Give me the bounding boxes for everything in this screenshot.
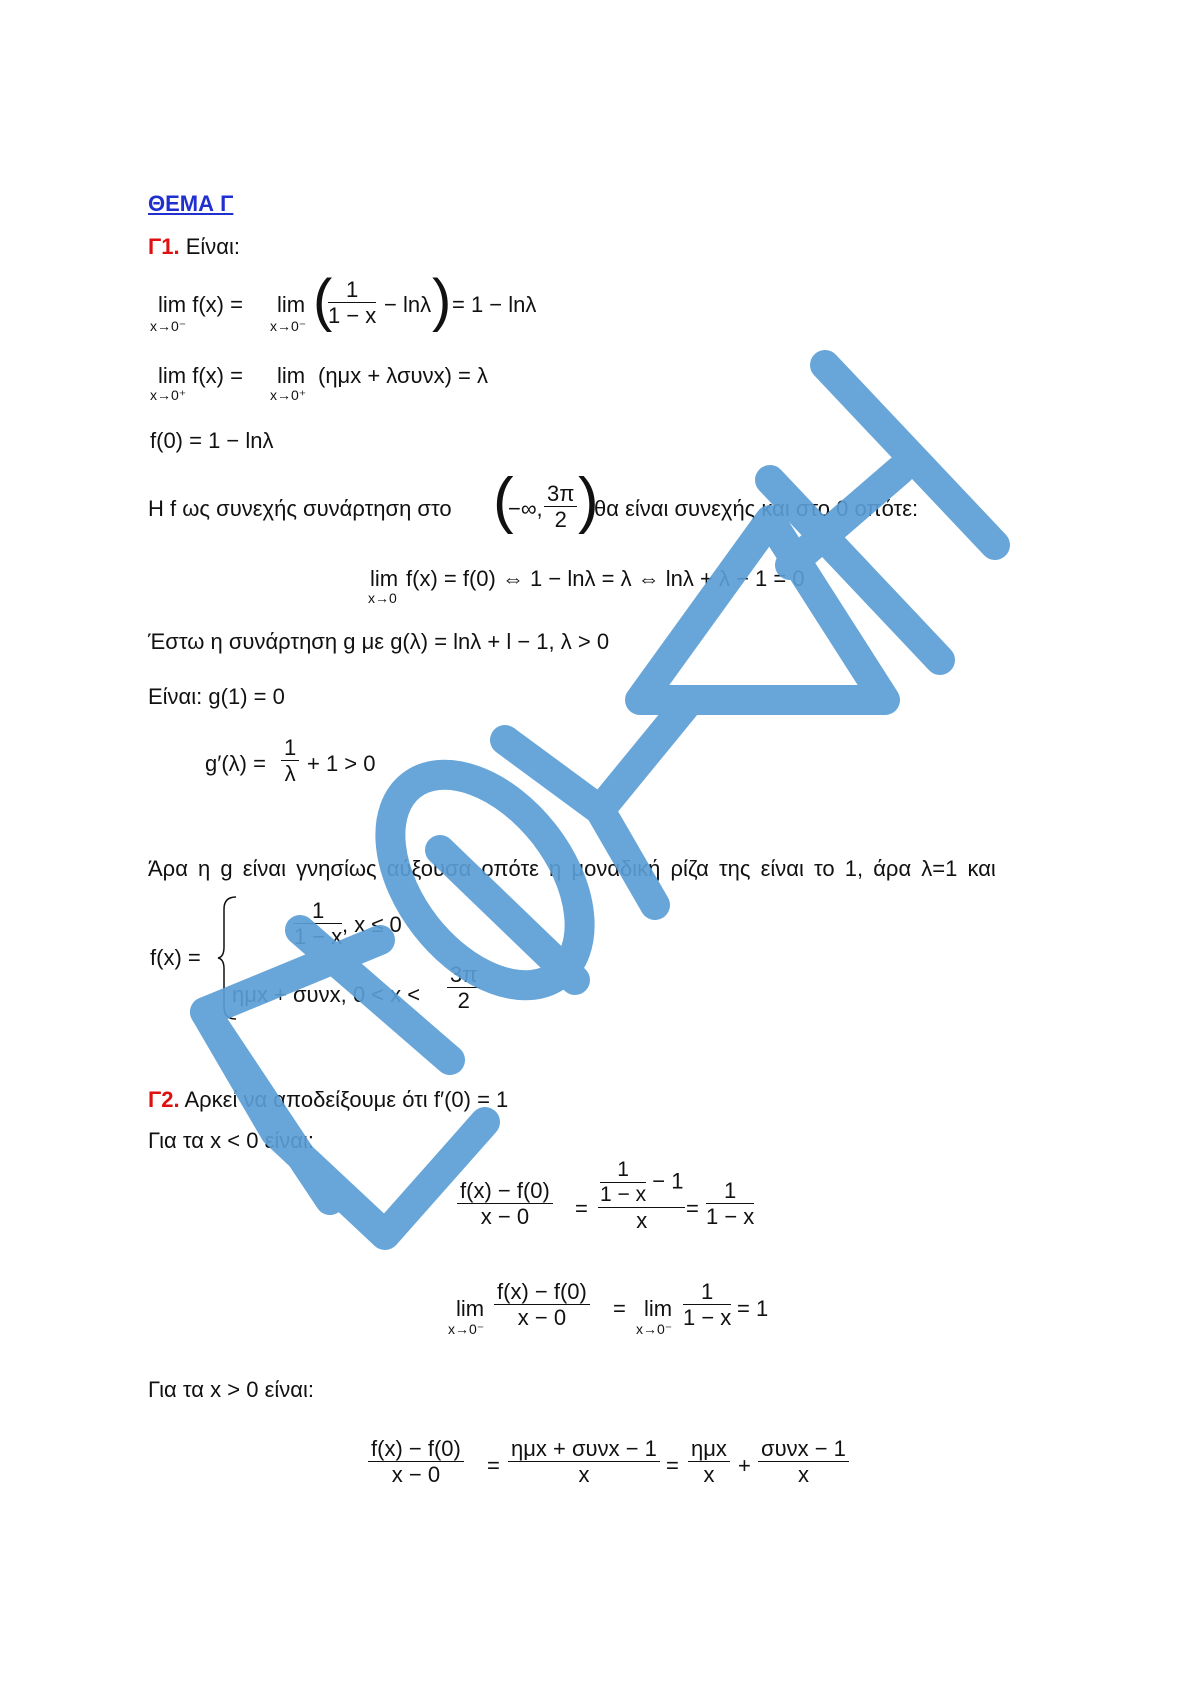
g-def-eq: g(λ) = lnλ + l − 1, λ > 0 xyxy=(390,629,610,654)
continuity-text-a: Η f ως συνεχής συνάρτηση στο xyxy=(148,496,452,521)
minus-one: − 1 xyxy=(652,1168,684,1194)
lim-subscript: x→0⁻ xyxy=(150,318,187,334)
frac-num: f(x) − f(0) xyxy=(457,1178,553,1204)
interval-left-paren: ( xyxy=(493,466,514,535)
lim-result: = 1 xyxy=(737,1296,769,1321)
lim-subscript: x→0⁺ xyxy=(150,387,187,403)
frac-num: 1 xyxy=(683,1279,731,1305)
lim-subscript-2: x→0⁻ xyxy=(636,1321,673,1337)
frac-den: 1 − x xyxy=(706,1204,755,1230)
pos-cond: x > 0 xyxy=(210,1377,259,1402)
frac-den: 2 xyxy=(457,988,470,1014)
lim2-word: lim xyxy=(277,363,306,388)
limit-right-line xyxy=(158,363,243,389)
equals-sign: = xyxy=(575,1196,588,1221)
lim2-subscript: x→0⁺ xyxy=(270,387,307,403)
lim2-subscript: x→0⁻ xyxy=(270,318,307,334)
neg-text2: είναι: xyxy=(264,1128,314,1153)
piece1-frac xyxy=(294,898,342,950)
lim-result-frac xyxy=(683,1279,731,1331)
frac-num: ημx + συνx − 1 xyxy=(508,1436,660,1462)
limit-left-line xyxy=(158,292,243,318)
g1-label: Γ1. xyxy=(148,234,180,259)
frac-num: 3π xyxy=(544,481,577,507)
g-def-text: Έστω η συνάρτηση g με xyxy=(148,629,385,654)
continuity-text-b: θα είναι συνεχής και στο 0 οπότε: xyxy=(594,496,919,521)
lim-word-2: lim xyxy=(644,1296,673,1321)
interval-right-paren: ) xyxy=(578,466,599,535)
frac-num: 1 xyxy=(294,898,342,924)
frac-num: 1 xyxy=(328,277,376,303)
plus-sign: + xyxy=(738,1453,751,1478)
result-frac xyxy=(706,1178,754,1230)
right-paren: ) xyxy=(432,268,452,333)
cont-lim-subscript: x→0 xyxy=(368,590,397,606)
g2-intro xyxy=(148,1087,508,1113)
piecewise-lhs: f(x) = xyxy=(150,945,201,970)
frac-num: 1 xyxy=(706,1178,754,1204)
pos-expanded-frac xyxy=(508,1436,660,1488)
frac-num: 1 xyxy=(600,1158,646,1183)
f-at-zero: f(0) = 1 − lnλ xyxy=(150,428,274,453)
g-definition xyxy=(148,629,609,655)
g2-intro-text: Αρκεί να αποδείξουμε ότι xyxy=(184,1087,428,1112)
gprime-frac xyxy=(281,735,299,787)
frac-den: 1 − x xyxy=(328,303,377,329)
g2-intro-eq: f′(0) = 1 xyxy=(433,1087,509,1112)
frac-num: f(x) − f(0) xyxy=(368,1436,464,1462)
frac-den: x xyxy=(703,1462,715,1488)
frac-num: ημx xyxy=(688,1436,730,1462)
cont-lim-word: lim xyxy=(370,566,399,591)
neg-text: Για τα xyxy=(148,1128,204,1153)
interval-pre: −∞, xyxy=(508,496,543,521)
piece2-expr: ημx + συνx, 0 < x < xyxy=(232,982,421,1007)
frac-num: f(x) − f(0) xyxy=(494,1279,590,1305)
frac-1-over-1minusx xyxy=(328,277,376,329)
frac-den: x − 0 xyxy=(517,1305,567,1331)
equals-sign: = xyxy=(686,1196,699,1221)
sin-over-x-frac xyxy=(688,1436,730,1488)
lim2-word: lim xyxy=(277,292,306,317)
cos-term-frac xyxy=(758,1436,849,1488)
piece1-cond: , x ≤ 0 xyxy=(342,912,402,937)
g2-label: Γ2. xyxy=(148,1087,180,1112)
g1-intro-text: Είναι: xyxy=(185,234,240,259)
gprime-lhs: g′(λ) = xyxy=(205,751,266,776)
frac-den: x − 0 xyxy=(480,1204,530,1230)
fx-text: f(x) = xyxy=(192,363,243,388)
frac-den: 2 xyxy=(554,507,567,533)
frac-den: 1 − x xyxy=(683,1305,732,1331)
frac-den: x xyxy=(636,1208,648,1234)
equals-sign: = xyxy=(613,1296,626,1321)
g1-value-eq: g(1) = 0 xyxy=(208,684,285,709)
lim-word: lim xyxy=(158,292,187,317)
neg-cond: x < 0 xyxy=(210,1128,259,1153)
pos-quotient-frac xyxy=(368,1436,464,1488)
lim-quotient-frac xyxy=(494,1279,590,1331)
negative-case xyxy=(148,1128,314,1154)
pos-text2: είναι: xyxy=(264,1377,314,1402)
gprime-rhs: + 1 > 0 xyxy=(307,751,376,776)
frac-den: x − 0 xyxy=(391,1462,441,1488)
frac-den: x xyxy=(578,1462,590,1488)
limit-left-result: = 1 − lnλ xyxy=(452,292,537,317)
lim-subscript: x→0⁻ xyxy=(448,1321,485,1337)
equals-sign: = xyxy=(487,1453,500,1478)
compound-frac-num xyxy=(598,1158,685,1208)
frac-den: 1 − x xyxy=(600,1183,647,1207)
frac-den: 1 − x xyxy=(294,924,343,950)
g1-value-text: Είναι: xyxy=(148,684,203,709)
compound-frac xyxy=(598,1158,685,1234)
frac-num: 3π xyxy=(447,962,480,988)
lim-word: lim xyxy=(158,363,187,388)
page-title: ΘΕΜΑ Γ xyxy=(148,191,234,216)
g1-intro xyxy=(148,234,240,260)
frac-den: x xyxy=(797,1462,809,1488)
fx-text: f(x) = xyxy=(192,292,243,317)
frac-num: 1 xyxy=(281,735,299,761)
g1-value xyxy=(148,684,285,710)
frac-num: συνx − 1 xyxy=(758,1436,849,1462)
minus-ln: − lnλ xyxy=(384,292,432,317)
conclusion-text: Άρα η g είναι γνησίως αύξουσα οπότε η μοναδική ρίζα της είναι το 1, άρα λ=1 και xyxy=(148,856,996,881)
frac-den: λ xyxy=(284,761,296,787)
positive-case xyxy=(148,1377,314,1403)
interval-frac xyxy=(544,481,577,533)
quotient-frac xyxy=(457,1178,553,1230)
continuity-equation: f(x) = f(0) ⇔ 1 − lnλ = λ ⇔ lnλ + λ − 1 = 0 xyxy=(406,566,805,591)
limit-right-expr: (ημx + λσυνx) = λ xyxy=(318,363,488,388)
pos-text: Για τα xyxy=(148,1377,204,1402)
left-paren: ( xyxy=(313,268,333,333)
equals-sign: = xyxy=(666,1453,679,1478)
lim-word: lim xyxy=(456,1296,485,1321)
piece2-frac xyxy=(447,962,480,1014)
